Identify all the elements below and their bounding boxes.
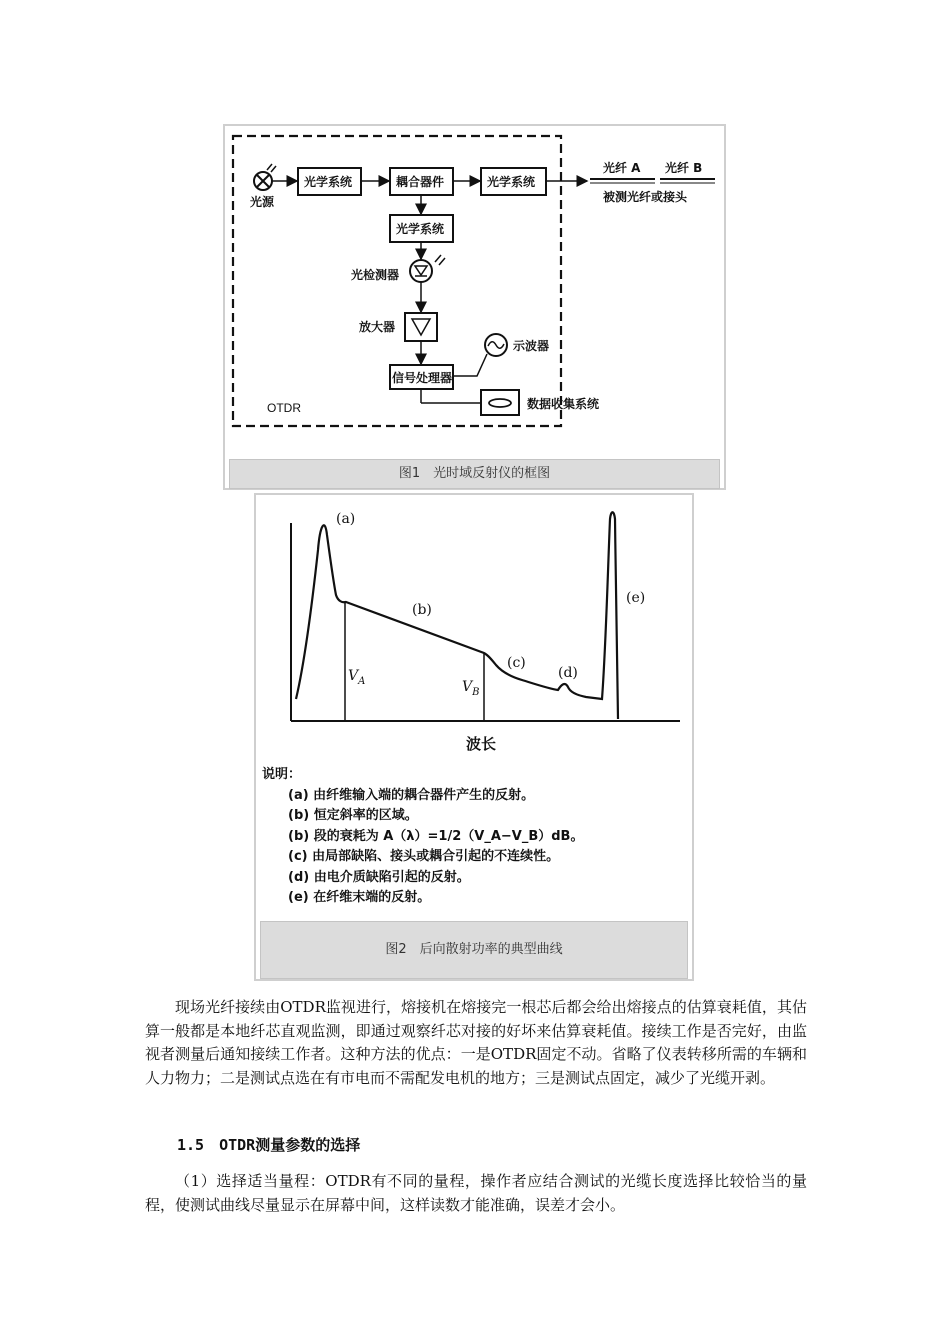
figure-2-legend bbox=[262, 765, 583, 909]
photodetector-label: 光检测器 bbox=[351, 268, 400, 282]
otdr-diagram-svg bbox=[225, 126, 724, 488]
data-collection-icon bbox=[481, 390, 519, 415]
legend-title: 说明： bbox=[262, 767, 302, 782]
optical-system-label-1: 光学系统 bbox=[304, 175, 353, 189]
fiber-a-label: 光纤 A bbox=[603, 161, 641, 175]
amplifier-icon bbox=[405, 313, 437, 341]
legend-item: (a) 由纤维输入端的耦合器件产生的反射。 bbox=[288, 787, 535, 803]
legend-item: (c) 由局部缺陷、接头或耦合引起的不连续性。 bbox=[288, 849, 560, 864]
label-d: (d) bbox=[558, 665, 578, 681]
legend-item: (e) 在纤维末端的反射。 bbox=[288, 890, 431, 905]
oscilloscope-icon bbox=[485, 334, 507, 356]
light-source-icon bbox=[254, 164, 276, 190]
figure-1-caption: 图1 光时域反射仪的框图 bbox=[229, 459, 720, 489]
data-collection-label: 数据收集系统 bbox=[527, 397, 600, 411]
legend-item: (b) 恒定斜率的区域。 bbox=[288, 808, 418, 823]
figure-2-backscatter-curve bbox=[254, 493, 694, 981]
label-b: (b) bbox=[412, 602, 432, 618]
oscilloscope-label: 示波器 bbox=[513, 339, 550, 353]
signal-processor-label: 信号处理器 bbox=[392, 371, 453, 385]
light-source-label: 光源 bbox=[250, 195, 275, 209]
coupler-label: 耦合器件 bbox=[396, 175, 445, 189]
photodetector-icon bbox=[410, 255, 445, 282]
figure-1-otdr-block-diagram bbox=[223, 124, 726, 490]
amplifier-label: 放大器 bbox=[359, 320, 396, 334]
paragraph-range-selection: （1）选择适当量程：OTDR有不同的量程，操作者应结合测试的光缆长度选择比较恰当的量程，使测试曲线尽量显示在屏幕中间，这样读数才能准确，误差才会小。 bbox=[145, 1172, 807, 1214]
legend-item: (b) 段的衰耗为 A（λ）=1/2（V_A−V_B）dB。 bbox=[288, 828, 584, 844]
section-heading-1-5: 1.5 OTDR测量参数的选择 bbox=[177, 1136, 361, 1154]
backscatter-chart-svg bbox=[256, 495, 692, 765]
va-label: $V_A$ bbox=[348, 668, 366, 687]
legend-item: (d) 由电介质缺陷引起的反射。 bbox=[288, 869, 470, 885]
vb-label: $V_B$ bbox=[462, 679, 480, 698]
x-axis-label: 波长 bbox=[466, 735, 497, 753]
figure-2-caption: 图2 后向散射功率的典型曲线 bbox=[260, 921, 688, 979]
label-e: (e) bbox=[626, 590, 646, 606]
fiber-b-label: 光纤 B bbox=[665, 161, 703, 175]
label-c: (c) bbox=[507, 655, 526, 671]
fiber-under-test-label: 被测光纤或接头 bbox=[603, 190, 688, 204]
otdr-label: OTDR bbox=[267, 401, 301, 415]
optical-system-label-3: 光学系统 bbox=[396, 222, 445, 236]
optical-system-label-2: 光学系统 bbox=[487, 175, 536, 189]
label-a: (a) bbox=[336, 511, 356, 527]
paragraph-field-splicing: 现场光纤接续由OTDR监视进行，熔接机在熔接完一根芯后都会给出熔接点的估算衰耗值，其估算一般都是本地纤芯直观监测，即通过观察纤芯对接的好坏来估算衰耗值。接续工作是否完好，由监视者测量后通知接续工作者。这种方法的优点：一是OTDR固定不动。省略了仪表转移所需的车辆和人力物力；二是测试点选在有市电而不需配发电机的地方；三是测试点固定，减少了光缆开剥。 bbox=[145, 998, 807, 1087]
